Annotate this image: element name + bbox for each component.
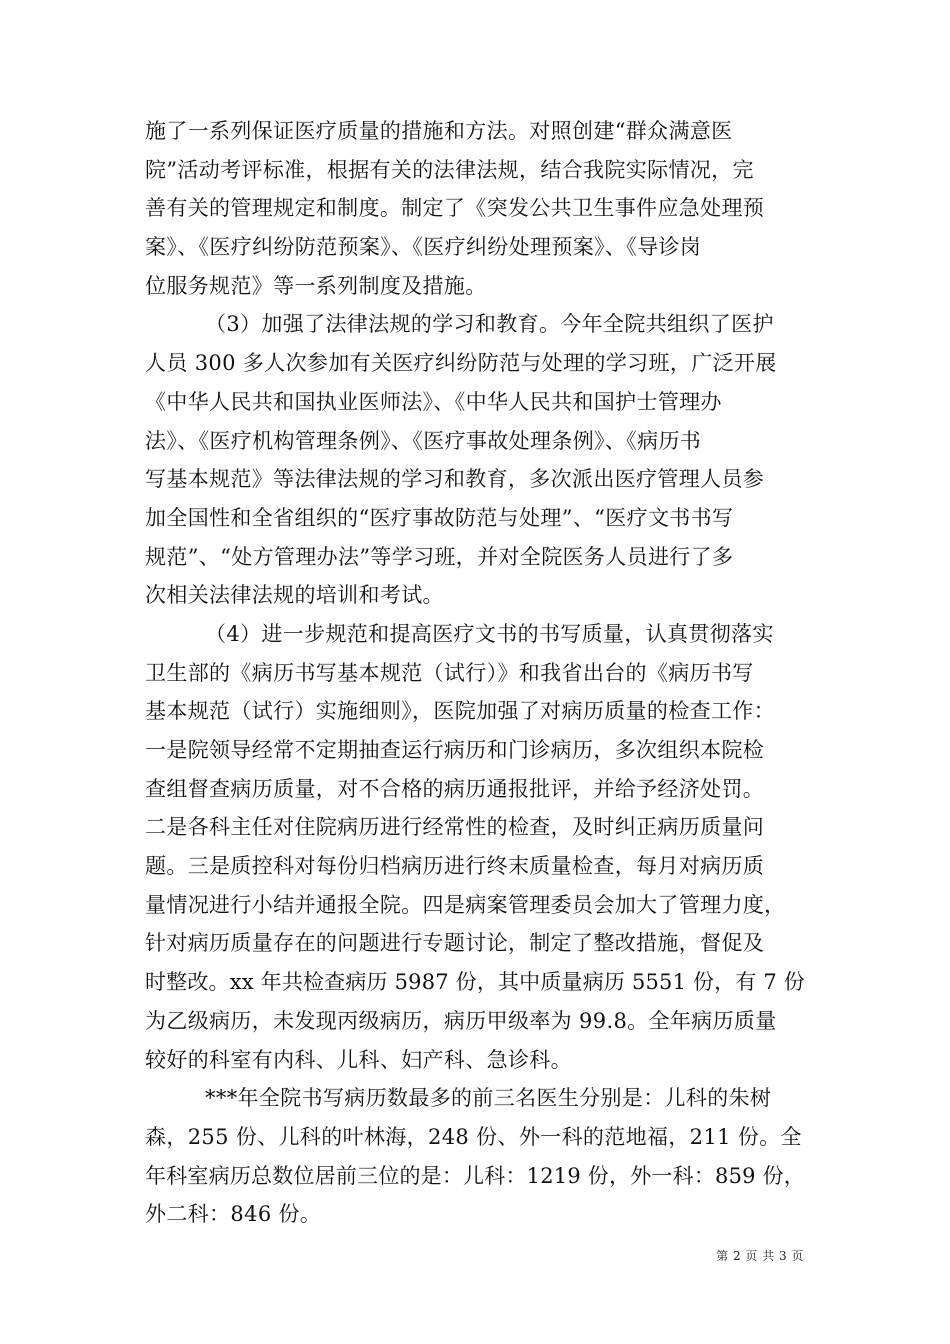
- text-line: 善有关的管理规定和制度。制定了《突发公共卫生事件应急处理预: [145, 196, 765, 221]
- text-line: 基本规范（试行）实施细则》，医院加强了对病历质量的检查工作：: [145, 699, 775, 724]
- text-line: 较好的科室有内科、儿科、妇产科、急诊科。: [145, 1047, 572, 1072]
- text-line: 次相关法律法规的培训和考试。: [145, 583, 444, 608]
- text-line: 为乙级病历，未发现丙级病历，病历甲级率为 99.8。全年病历质量: [145, 1008, 777, 1033]
- text-line: 案》、《医疗纠纷防范预案》、《医疗纠纷处理预案》、《导诊岗: [145, 235, 702, 260]
- text-line: 法》、《医疗机构管理条例》、《医疗事故处理条例》、《病历书: [145, 428, 702, 453]
- body-text: [145, 112, 805, 1234]
- text-line: 《中华人民共和国执业医师法》、《中华人民共和国护士管理办: [145, 389, 722, 414]
- text-line: （3）加强了法律法规的学习和教育。今年全院共组织了医护: [205, 312, 774, 337]
- text-line: 人员 300 多人次参加有关医疗纠纷防范与处理的学习班，广泛开展: [145, 351, 777, 376]
- text-line: 卫生部的《病历书写基本规范（试行）》和我省出台的《病历书写: [145, 660, 754, 685]
- text-line: 时整改。xx 年共检查病历 5987 份，其中质量病历 5551 份，有 7 份: [145, 970, 805, 995]
- text-line: 外二科：846 份。: [145, 1202, 322, 1227]
- text-line: 施了一系列保证医疗质量的措施和方法。对照创建“群众满意医: [145, 119, 733, 143]
- text-line: 森，255 份、儿科的叶林海，248 份、外一科的范地福，211 份。全: [145, 1124, 802, 1149]
- text-line: 针对病历质量存在的问题进行专题讨论，制定了整改措施，督促及: [145, 931, 765, 956]
- text-line: 量情况进行小结并通报全院。四是病案管理委员会加大了管理力度，: [145, 892, 786, 917]
- text-line: 院”活动考评标准，根据有关的法律法规，结合我院实际情况，完: [145, 157, 754, 182]
- text-line: 二是各科主任对住院病历进行经常性的检查，及时纠正病历质量问: [145, 815, 765, 840]
- text-line: 规范”、“处方管理办法”等学习班，并对全院医务人员进行了多: [145, 544, 734, 569]
- text-line: 加全国性和全省组织的“医疗事故防范与处理”、“医疗文书书写: [145, 505, 734, 530]
- text-line: 位服务规范》等一系列制度及措施。: [145, 273, 487, 298]
- text-line: ***年全院书写病历数最多的前三名医生分别是：儿科的朱树: [205, 1086, 772, 1111]
- text-line: 查组督查病历质量，对不合格的病历通报批评，并给予经济处罚。: [145, 776, 765, 801]
- text-line: 题。三是质控科对每份归档病历进行终末质量检查，每月对病历质: [145, 854, 765, 879]
- page-number: 第 2 页 共 3 页: [716, 1249, 804, 1263]
- text-line: 年科室病历总数位居前三位的是：儿科：1219 份，外一科：859 份，: [145, 1163, 805, 1188]
- text-line: 一是院领导经常不定期抽查运行病历和门诊病历，多次组织本院检: [145, 738, 765, 762]
- text-line: （4）进一步规范和提高医疗文书的书写质量，认真贯彻落实: [205, 621, 774, 646]
- text-line: 写基本规范》等法律法规的学习和教育，多次派出医疗管理人员参: [145, 467, 765, 492]
